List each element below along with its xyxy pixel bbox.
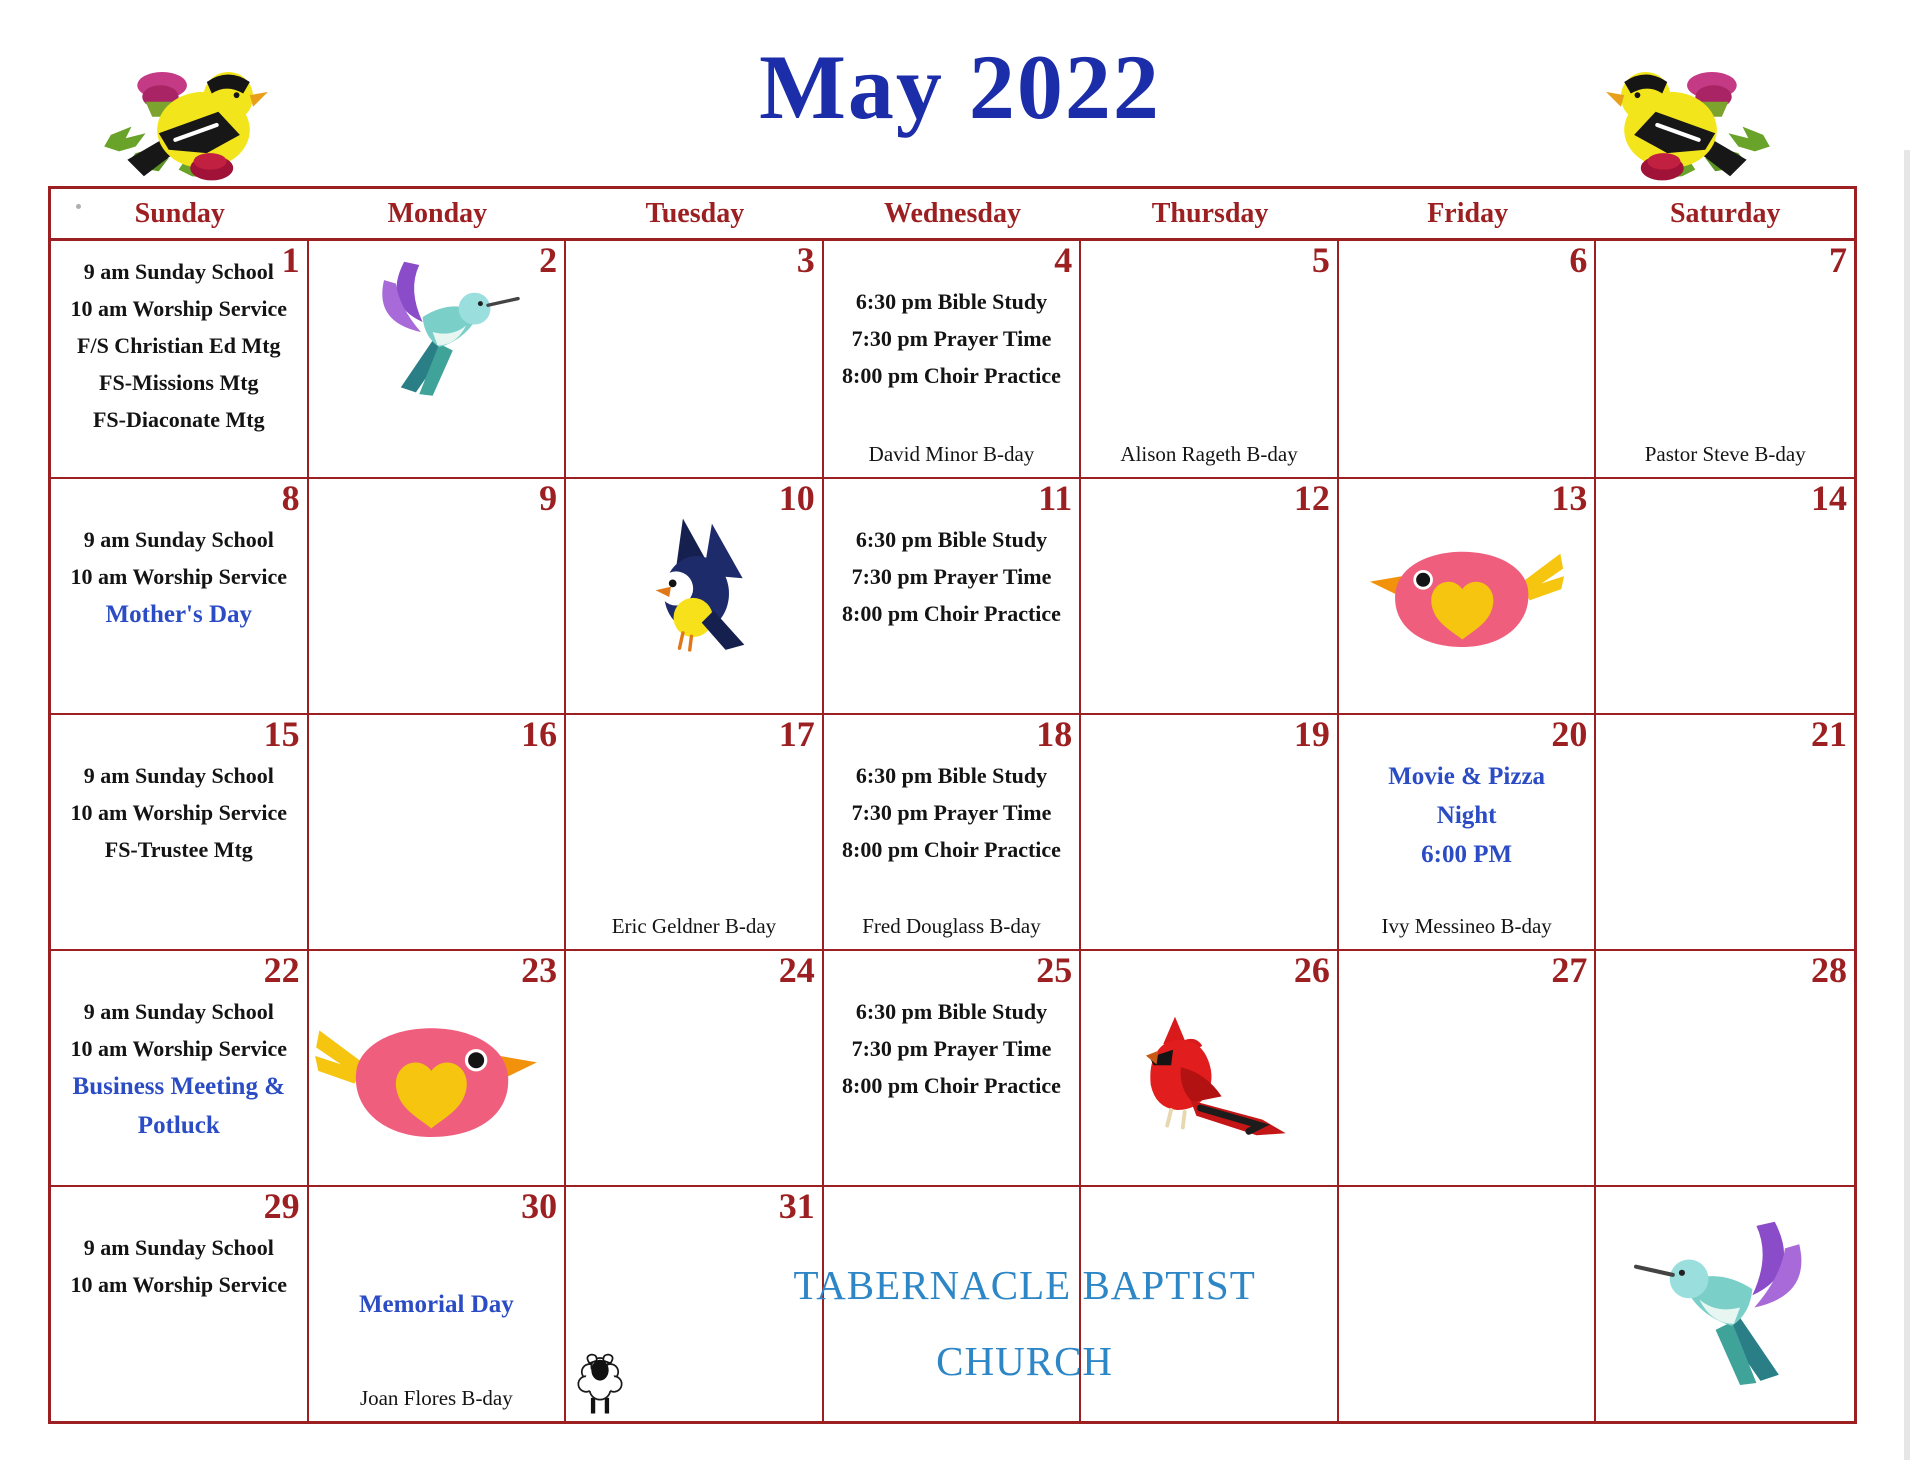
day-cell-29 <box>51 1185 309 1421</box>
holiday-event-text: 6:00 PM <box>1421 841 1513 868</box>
day-events <box>51 241 307 477</box>
event-text: 9 am Sunday School <box>83 1235 274 1260</box>
day-cell-19 <box>1081 713 1339 949</box>
birthday-text: Eric Geldner B-day <box>611 914 777 938</box>
day-events <box>824 479 1080 713</box>
day-cell-17 <box>566 713 824 949</box>
page-title: May 2022 <box>759 36 1161 138</box>
day-number: 25 <box>1036 950 1073 990</box>
day-number: 24 <box>778 950 815 990</box>
day-number: 28 <box>1811 950 1847 990</box>
pink-bird-icon <box>1369 535 1565 661</box>
event-text: 7:30 pm Prayer Time <box>851 564 1052 589</box>
scan-edge-artifact <box>1904 150 1910 1460</box>
day-number: 3 <box>796 240 815 280</box>
event-text: 10 am Worship Service <box>70 296 288 321</box>
church-name-line2: CHURCH <box>936 1338 1114 1384</box>
day-cell-21 <box>1596 713 1854 949</box>
day-number: 9 <box>539 478 558 518</box>
day-cell-9 <box>309 477 567 713</box>
day-cell-27 <box>1339 949 1597 1185</box>
holiday-event-text: Night <box>1436 802 1497 829</box>
event-text: 8:00 pm Choir Practice <box>842 363 1061 388</box>
day-number: 1 <box>281 240 300 280</box>
hummingbird-icon-mirrored <box>1634 1203 1838 1413</box>
day-events <box>824 951 1080 1185</box>
goldfinch-icon-mirrored <box>1606 46 1788 194</box>
day-number: 7 <box>1829 240 1847 280</box>
day-events <box>51 951 307 1185</box>
day-cell-5 <box>1081 241 1339 477</box>
day-number: 11 <box>1038 478 1073 518</box>
church-name-line1: TABERNACLE BAPTIST <box>793 1262 1256 1308</box>
event-text: 8:00 pm Choir Practice <box>842 837 1061 862</box>
event-text: 9 am Sunday School <box>83 259 274 284</box>
day-number: 26 <box>1293 950 1330 990</box>
event-text: 9 am Sunday School <box>83 999 274 1024</box>
holiday-event-text: Memorial Day <box>358 1290 514 1318</box>
day-number: 2 <box>539 240 558 280</box>
event-text: 8:00 pm Choir Practice <box>842 1073 1061 1098</box>
day-cell-16 <box>309 713 567 949</box>
event-text: 9 am Sunday School <box>83 763 274 788</box>
day-cell-7 <box>1596 241 1854 477</box>
day-number: 8 <box>281 478 300 518</box>
weekday-header-saturday: Saturday <box>1669 197 1781 229</box>
weekday-header-thursday: Thursday <box>1151 197 1269 229</box>
day-number: 27 <box>1551 950 1588 990</box>
weekday-header-row <box>51 189 1854 241</box>
event-text: 8:00 pm Choir Practice <box>842 601 1061 626</box>
event-text: 6:30 pm Bible Study <box>855 999 1048 1024</box>
day-cell-22 <box>51 949 309 1185</box>
day-cell-18 <box>824 713 1082 949</box>
holiday-event-text: Business Meeting & <box>72 1073 286 1100</box>
event-text: 6:30 pm Bible Study <box>855 289 1048 314</box>
day-number: 5 <box>1311 240 1330 280</box>
weekday-header-monday: Monday <box>387 197 488 229</box>
day-cell-14 <box>1596 477 1854 713</box>
day-events <box>51 1187 307 1421</box>
birthday-text: Joan Flores B-day <box>359 1386 513 1410</box>
day-events <box>51 715 307 949</box>
day-cell-3 <box>566 241 824 477</box>
event-text: F/S Christian Ed Mtg <box>77 333 281 358</box>
event-text: 7:30 pm Prayer Time <box>851 800 1052 825</box>
bluebird-icon <box>630 515 758 656</box>
day-cell-13 <box>1339 477 1597 713</box>
event-text: 10 am Worship Service <box>70 800 288 825</box>
day-cell-28 <box>1596 949 1854 1185</box>
weekday-header-friday: Friday <box>1427 197 1509 229</box>
week-row <box>51 949 1854 1185</box>
birthday-text: Alison Rageth B-day <box>1120 442 1298 466</box>
day-cell-6 <box>1339 241 1597 477</box>
pink-bird-icon-mirrored <box>314 1009 538 1153</box>
weekday-header-sunday: Sunday <box>134 197 225 229</box>
event-text: 6:30 pm Bible Study <box>855 763 1048 788</box>
day-cell-4 <box>824 241 1082 477</box>
scan-dot-artifact <box>76 204 81 209</box>
event-text: 6:30 pm Bible Study <box>855 527 1048 552</box>
day-number: 16 <box>521 714 558 754</box>
holiday-event-text: Potluck <box>137 1112 220 1139</box>
day-number: 31 <box>778 1186 815 1226</box>
day-cell-2 <box>309 241 567 477</box>
day-number: 23 <box>521 950 558 990</box>
event-text: 10 am Worship Service <box>70 1036 288 1061</box>
week-row <box>51 713 1854 949</box>
church-name <box>754 1247 1295 1399</box>
birthday-text: Pastor Steve B-day <box>1644 442 1806 466</box>
event-text: 10 am Worship Service <box>70 1272 288 1297</box>
day-number: 30 <box>521 1186 558 1226</box>
hummingbird-icon <box>352 255 520 410</box>
day-number: 18 <box>1036 714 1073 754</box>
day-cell-20 <box>1339 713 1597 949</box>
day-number: 4 <box>1054 240 1073 280</box>
day-number: 13 <box>1551 478 1588 518</box>
day-cell-8 <box>51 477 309 713</box>
day-events <box>51 479 307 713</box>
day-number: 22 <box>263 950 300 990</box>
sheep-icon <box>574 1343 626 1419</box>
day-cell-23 <box>309 949 567 1185</box>
birthday-text: Ivy Messineo B-day <box>1381 914 1552 938</box>
day-cell-30 <box>309 1185 567 1421</box>
day-cell-empty <box>1339 1185 1597 1421</box>
day-number: 19 <box>1293 714 1330 754</box>
event-text: 7:30 pm Prayer Time <box>851 1036 1052 1061</box>
event-text: 9 am Sunday School <box>83 527 274 552</box>
day-cell-24 <box>566 949 824 1185</box>
weekday-header-wednesday: Wednesday <box>884 197 1021 229</box>
day-number: 17 <box>778 714 815 754</box>
holiday-event-text: Movie & Pizza <box>1388 763 1546 790</box>
day-number: 10 <box>778 478 815 518</box>
day-cell-1 <box>51 241 309 477</box>
week-row <box>51 241 1854 477</box>
holiday-event-text: Mother's Day <box>105 601 253 628</box>
day-number: 12 <box>1293 478 1330 518</box>
day-number: 14 <box>1811 478 1847 518</box>
weekday-header-tuesday: Tuesday <box>645 197 745 229</box>
calendar-grid <box>51 241 1854 1421</box>
cardinal-icon <box>1107 1007 1311 1143</box>
day-cell-26 <box>1081 949 1339 1185</box>
day-number: 21 <box>1811 714 1847 754</box>
day-cell-empty <box>1596 1185 1854 1421</box>
day-number: 20 <box>1551 714 1588 754</box>
day-cell-12 <box>1081 477 1339 713</box>
event-text: FS-Missions Mtg <box>99 370 259 395</box>
calendar <box>48 186 1857 1424</box>
day-cell-15 <box>51 713 309 949</box>
event-text: FS-Diaconate Mtg <box>92 407 265 432</box>
day-cell-25 <box>824 949 1082 1185</box>
day-number: 6 <box>1569 240 1588 280</box>
event-text: FS-Trustee Mtg <box>104 837 253 862</box>
birthday-text: Fred Douglass B-day <box>862 914 1041 938</box>
week-row <box>51 477 1854 713</box>
day-cell-10 <box>566 477 824 713</box>
event-text: 10 am Worship Service <box>70 564 288 589</box>
birthday-text: David Minor B-day <box>868 442 1035 466</box>
day-number: 15 <box>263 714 300 754</box>
day-cell-11 <box>824 477 1082 713</box>
day-number: 29 <box>263 1186 300 1226</box>
event-text: 7:30 pm Prayer Time <box>851 326 1052 351</box>
